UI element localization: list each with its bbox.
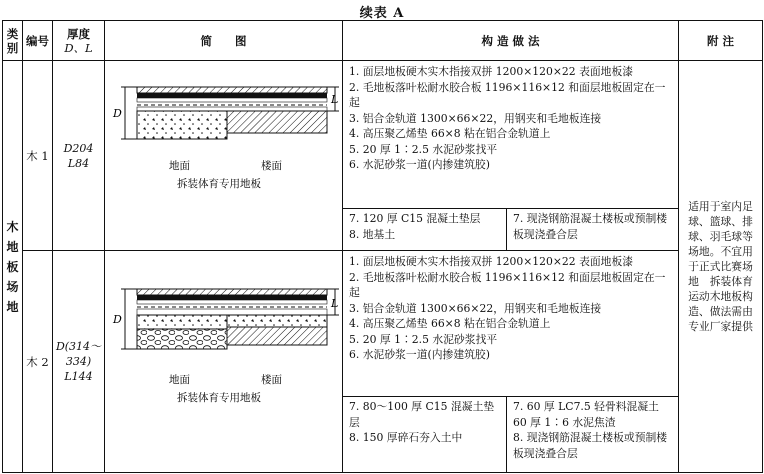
gravel-layer: [137, 329, 227, 349]
dim-l-label: L: [331, 296, 339, 310]
step-4: 4. 高压聚乙烯垫 66×8 粘在铝合金轨道上: [349, 317, 551, 330]
construction-table: [2, 20, 763, 473]
row1-ground-steps: 7. 120 厚 C15 混凝土垫层 8. 地基土: [343, 209, 507, 251]
label-ground: 地面: [169, 159, 190, 172]
category-cell: 木地板场地: [3, 61, 23, 473]
step-1: 1. 面层地板硬木实木指接双拼 1200×120×22 表面地板漆: [349, 255, 634, 268]
note-cell: 适用于室内足球、篮球、排球、羽毛球等场地。不宜用于正式比赛场地 拆装体育运动木地板构造、做法需由专业厂家提供: [679, 61, 763, 473]
label-floor: 楼面: [261, 159, 282, 172]
sub-board-layer: [137, 93, 327, 98]
row1-floor-section-drawing: [105, 63, 343, 249]
header-method: 构 造 做 法: [343, 21, 679, 61]
row2-floor-section-drawing: [105, 255, 343, 469]
step-6: 6. 水泥砂浆一道(内掺建筑胶): [349, 158, 490, 171]
step-5: 5. 20 厚 1∶2.5 水泥砂浆找平: [349, 142, 498, 156]
header-category: 类别: [3, 21, 23, 61]
row2-floor-steps: 7. 60 厚 LC7.5 轻骨料混凝土 60 厚 1∶6 水泥焦渣 8. 现浇钢筋混凝土楼板或预制楼板现浇叠合层: [507, 397, 679, 473]
lightweight-concrete: [227, 315, 327, 327]
row2-sketch: [105, 251, 343, 473]
surface-board-layer: [137, 289, 327, 295]
dim-d-label: D: [113, 106, 122, 120]
label-ground: 地面: [169, 373, 190, 386]
step-3: 3. 铝合金轨道 1300×66×22，用钢夹和毛地板连接: [349, 301, 602, 315]
sketch-caption: 拆装体育专用地板: [177, 391, 261, 404]
step-5: 5. 20 厚 1∶2.5 水泥砂浆找平: [349, 332, 498, 346]
row1-steps: [343, 61, 679, 209]
header-sketch: 简 图: [105, 21, 343, 61]
header-code: 编号: [23, 21, 53, 61]
dim-l-label: L: [331, 92, 339, 106]
structural-slab: [227, 111, 327, 133]
step-2: 2. 毛地板落叶松耐水胶合板 1196×116×12 和面层地板固定在一起: [349, 270, 666, 299]
structural-slab: [227, 327, 327, 345]
row2-ground-steps: 7. 80～100 厚 C15 混凝土垫层 8. 150 厚碎石夯入土中: [343, 397, 507, 473]
row1-code: 木 1: [23, 61, 53, 251]
label-floor: 楼面: [261, 373, 282, 386]
row2-steps: [343, 251, 679, 397]
concrete-base: [137, 315, 227, 329]
step-2: 2. 毛地板落叶松耐水胶合板 1196×116×12 和面层地板固定在一起: [349, 80, 666, 109]
row1-floor-steps: 7. 现浇钢筋混凝土楼板或预制楼板现浇叠合层: [507, 209, 679, 251]
sketch-caption: 拆装体育专用地板: [177, 177, 261, 190]
row1-sketch: [105, 61, 343, 251]
table-caption: 续表 A: [359, 6, 405, 21]
step-6: 6. 水泥砂浆一道(内掺建筑胶): [349, 348, 490, 361]
step-3: 3. 铝合金轨道 1300×66×22，用钢夹和毛地板连接: [349, 111, 602, 125]
step-1: 1. 面层地板硬木实木指接双拼 1200×120×22 表面地板漆: [349, 65, 634, 78]
header-note: 附 注: [679, 21, 763, 61]
row2-thickness: D(314～334) L144: [53, 251, 105, 473]
surface-board-layer: [137, 87, 327, 93]
row2-code: 木 2: [23, 251, 53, 473]
concrete-base: [137, 111, 227, 139]
row1-thickness: D204 L84: [53, 61, 105, 251]
step-4: 4. 高压聚乙烯垫 66×8 粘在铝合金轨道上: [349, 127, 551, 140]
dim-d-label: D: [113, 312, 122, 326]
sub-board-layer: [137, 295, 327, 300]
header-thickness: 厚度 D、L: [53, 21, 105, 61]
